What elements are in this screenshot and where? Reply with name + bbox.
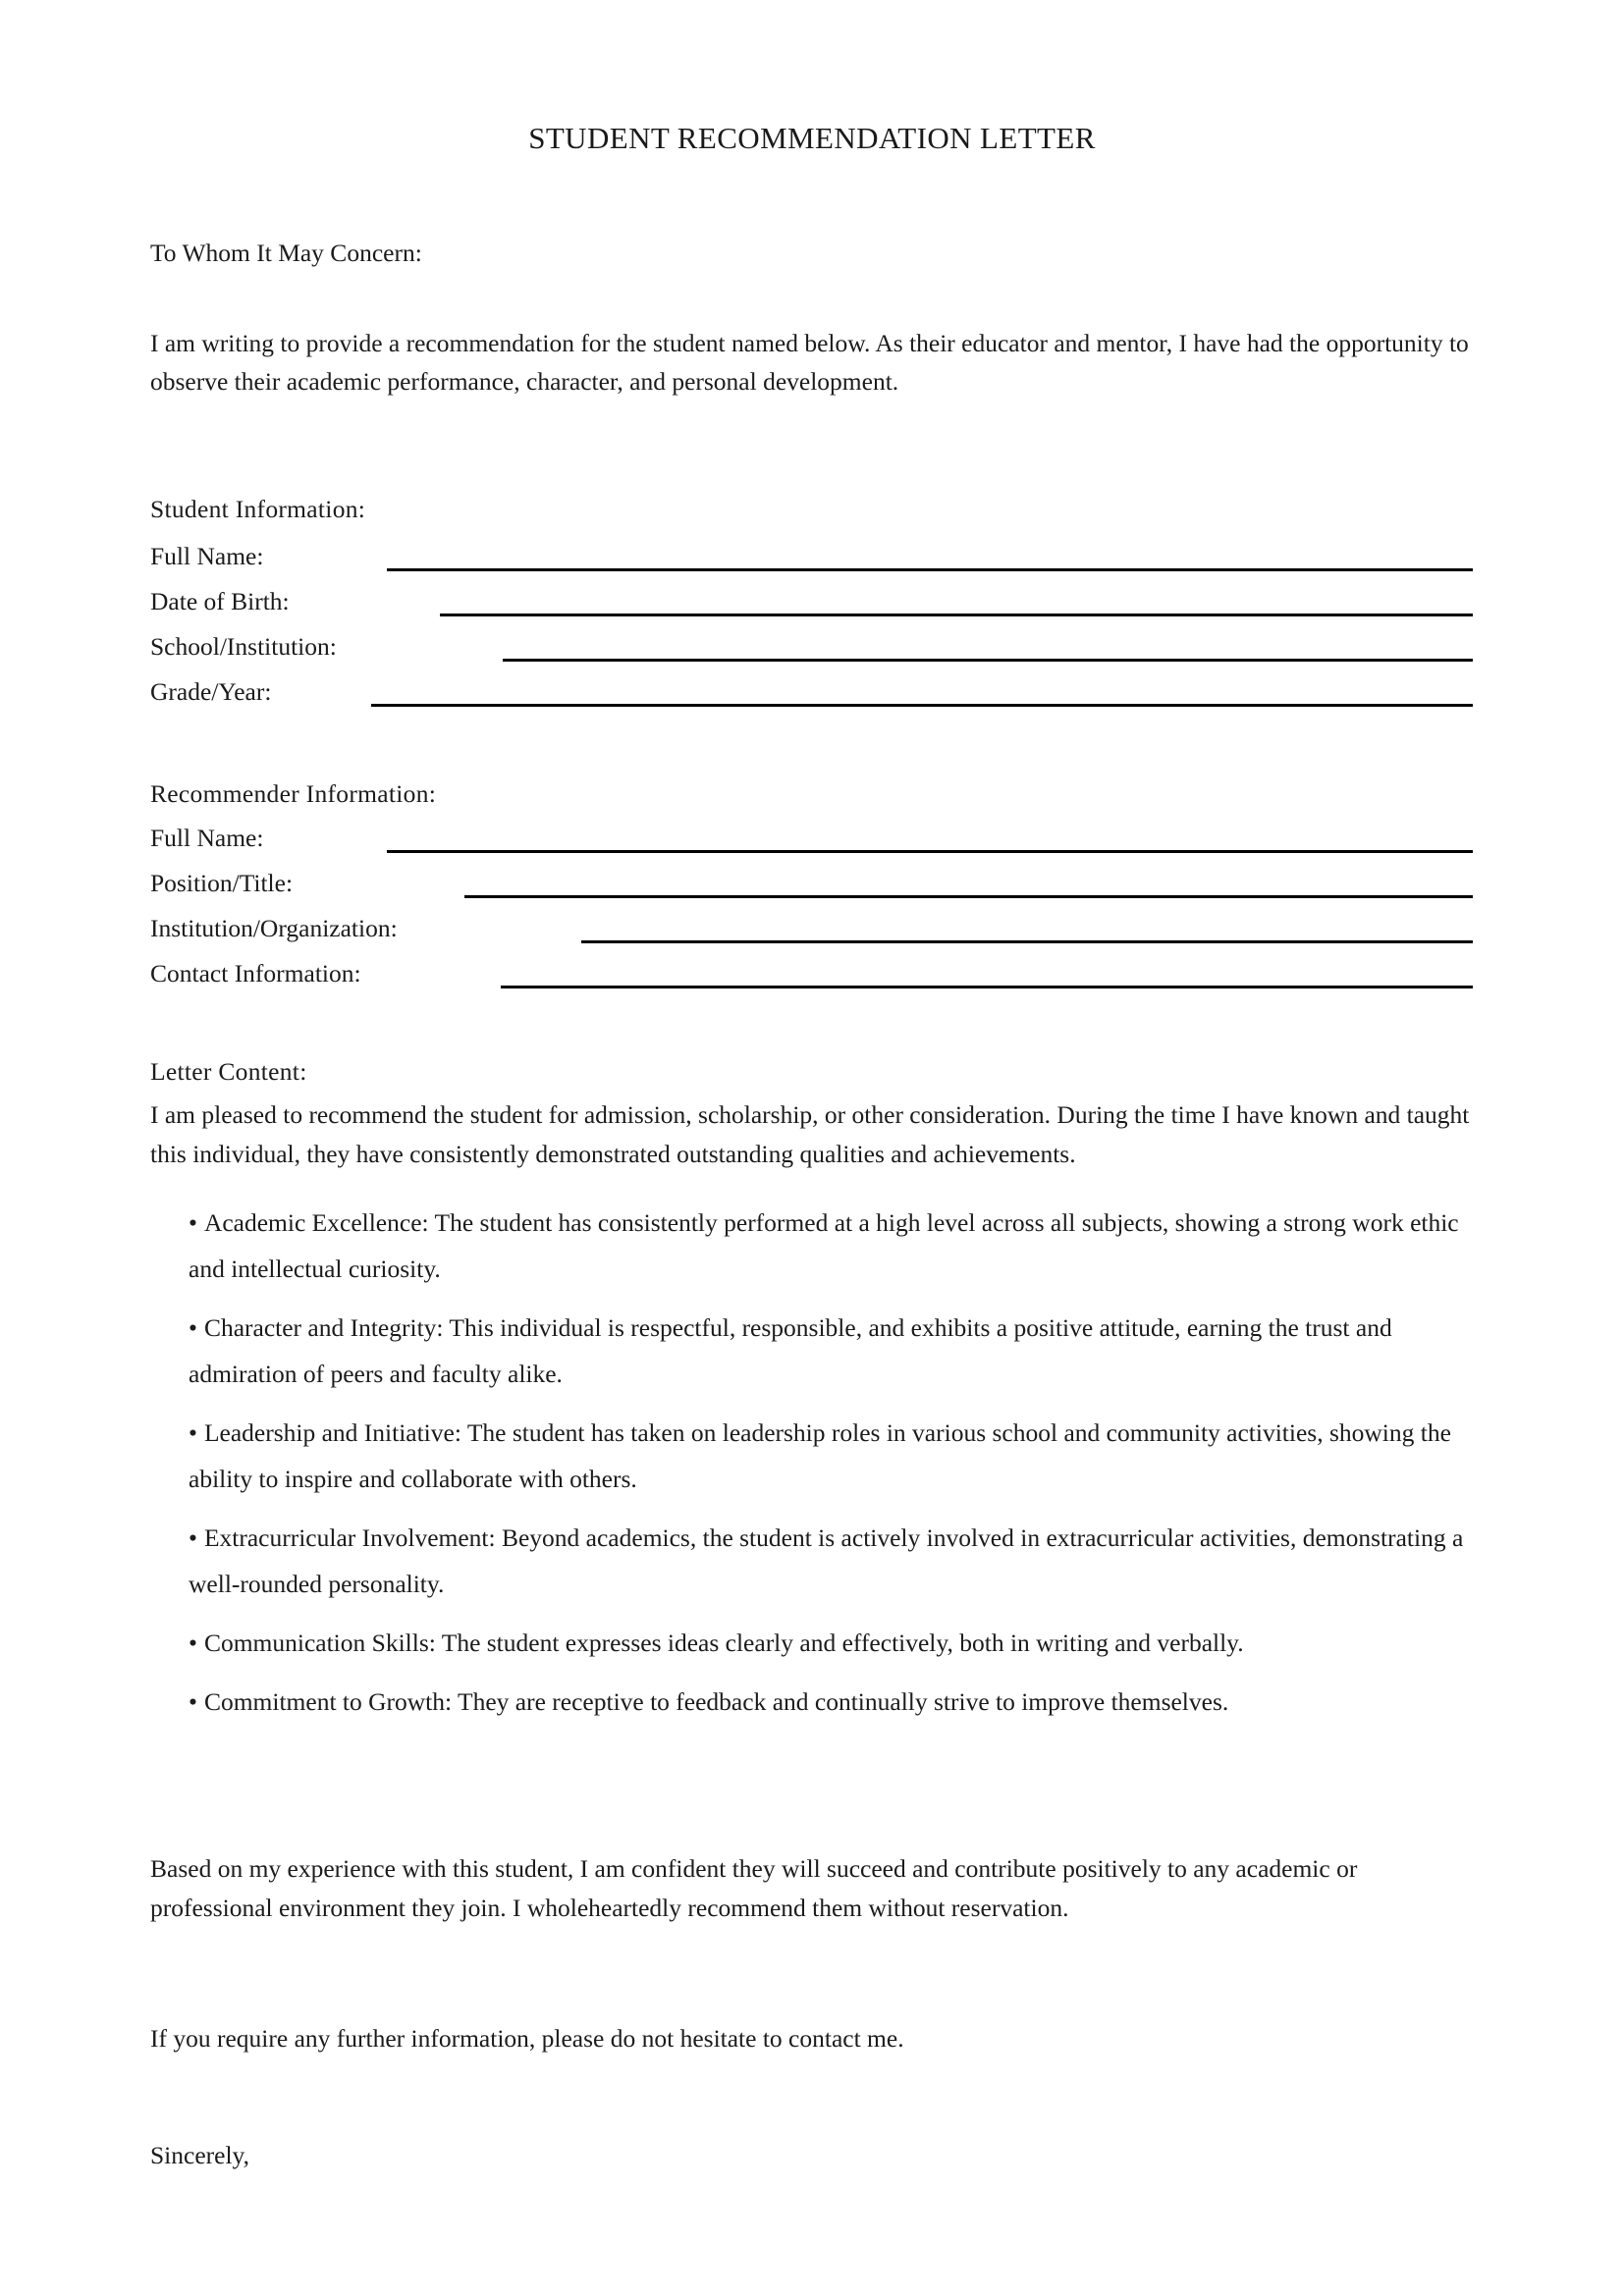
field-row-student-date-of-birth [150,586,1473,631]
letter-content-intro-paragraph: I am pleased to recommend the student for admission, scholarship, or other consideration. During the time I have known and taught this individual, they have consistently demonstrated outstanding qualities and achievements. [150,1100,1470,1168]
intro-paragraph: I am writing to provide a recommendation for the student named below. As their educator and mentor, I have had the opportunity to observe their academic performance, character, and personal development. [150,329,1469,396]
field-label-student-full-name: Full Name: [150,542,264,570]
list-item-text: Commitment to Growth: They are receptive to feedback and continually strive to improve themselves. [203,1687,1229,1716]
list-item-text: Communication Skills: The student expresses ideas clearly and effectively, both in writing and verbally. [203,1629,1244,1657]
field-row-recommender-full-name [150,823,1473,868]
field-input-recommender-institution-organization[interactable] [581,940,1473,943]
contact-note: If you require any further information, please do not hesitate to contact me. [150,2024,904,2053]
bullet-point-icon: • [189,1313,197,1342]
closing-paragraph: Based on my experience with this student, I am confident they will succeed and contribute positively to any academic or professional environment they join. I wholeheartedly recommend them without reservation. [150,1854,1358,1922]
field-label-student-date-of-birth: Date of Birth: [150,587,290,615]
field-row-recommender-contact-information [150,958,1473,1003]
field-row-student-full-name [150,541,1473,586]
list-item-text: Leadership and Initiative: The student has taken on leadership roles in various school and community activities, showing the ability to inspire and collaborate with others. [189,1418,1451,1493]
letter-content-heading: Letter Content: [150,1057,307,1086]
field-input-recommender-contact-information[interactable] [501,986,1473,988]
field-input-student-full-name[interactable] [387,568,1473,571]
field-label-recommender-position-title: Position/Title: [150,869,294,897]
list-item [189,1305,1475,1397]
signoff-text: Sincerely, [150,2141,250,2169]
salutation-text: To Whom It May Concern: [150,239,422,267]
field-label-recommender-full-name: Full Name: [150,824,264,852]
field-input-student-grade-year[interactable] [371,704,1473,707]
field-row-recommender-position-title [150,868,1473,913]
bullet-point-icon: • [189,1418,197,1447]
field-input-student-school-institution[interactable] [503,659,1473,662]
list-item-text: Character and Integrity: This individual is respectful, responsible, and exhibits a positive attitude, earning the trust and admiration of peers and faculty alike. [189,1313,1392,1388]
field-label-recommender-contact-information: Contact Information: [150,959,361,988]
field-row-student-grade-year [150,676,1473,721]
list-item [189,1200,1475,1292]
list-item [189,1620,1475,1666]
qualities-bullet-list [189,1200,1475,1737]
page-title: STUDENT RECOMMENDATION LETTER [528,121,1096,155]
field-label-recommender-institution-organization: Institution/Organization: [150,914,398,942]
bullet-point-icon: • [189,1523,197,1552]
field-label-student-grade-year: Grade/Year: [150,677,272,706]
field-row-student-school-institution [150,631,1473,676]
field-label-student-school-institution: School/Institution: [150,632,337,661]
recommender-information-heading: Recommender Information: [150,779,437,808]
field-row-recommender-institution-organization [150,913,1473,958]
list-item [189,1679,1475,1725]
bullet-point-icon: • [189,1629,197,1657]
bullet-point-icon: • [189,1687,197,1716]
field-input-recommender-position-title[interactable] [464,895,1473,898]
field-input-student-date-of-birth[interactable] [440,614,1473,616]
list-item [189,1515,1475,1607]
student-information-heading: Student Information: [150,495,366,523]
field-input-recommender-full-name[interactable] [387,850,1473,853]
list-item [189,1410,1475,1502]
bullet-point-icon: • [189,1208,197,1237]
list-item-text: Academic Excellence: The student has consistently performed at a high level across all subjects, showing a strong work ethic and intellectual curiosity. [189,1208,1459,1283]
list-item-text: Extracurricular Involvement: Beyond academics, the student is actively involved in extracurricular activities, demonstrating a well-rounded personality. [189,1523,1464,1598]
